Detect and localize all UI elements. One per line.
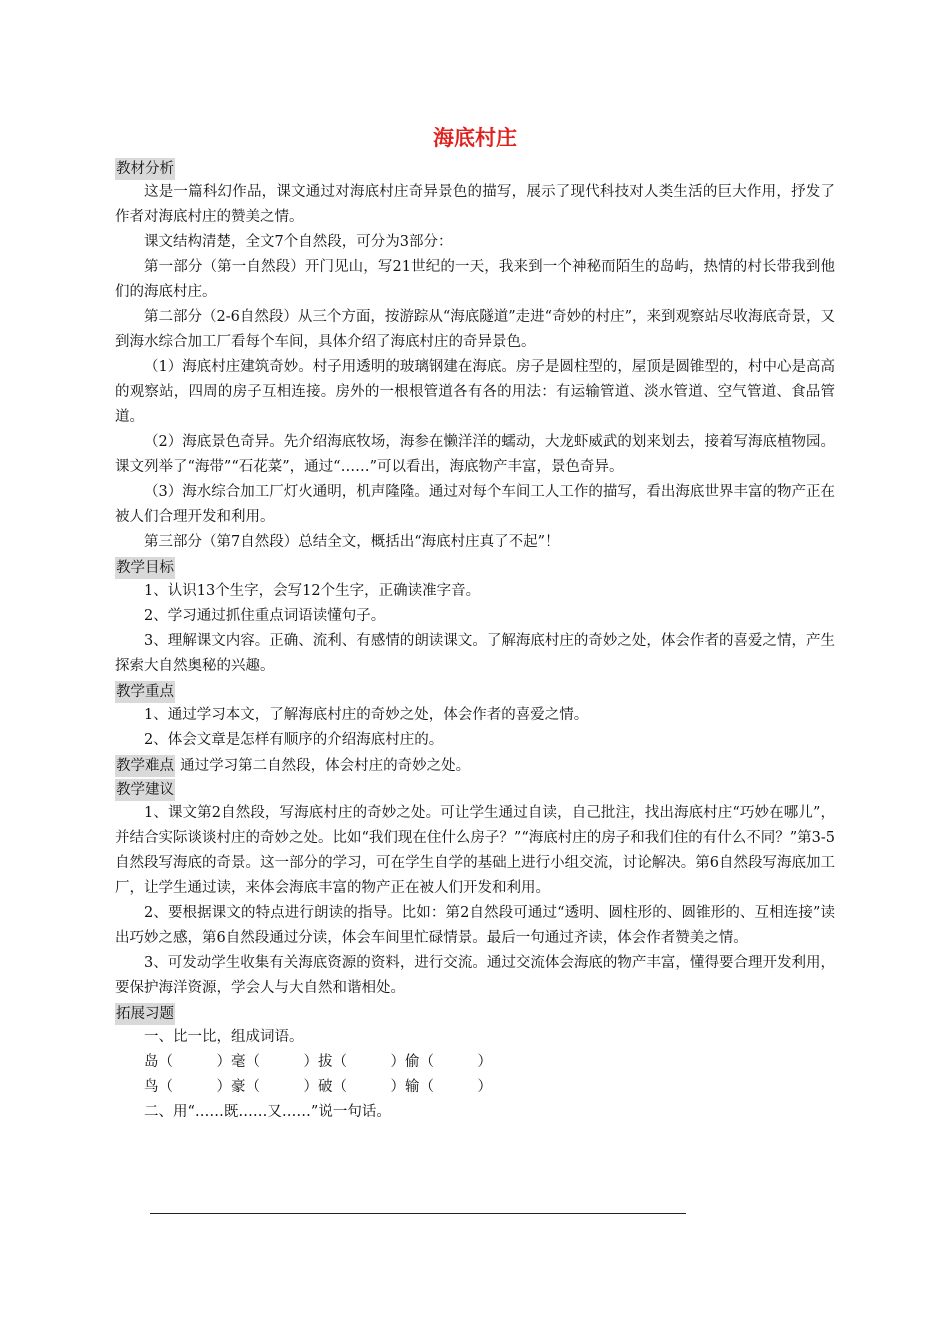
paragraph: 第二部分（2-6自然段）从三个方面，按游踪从“海底隧道”走进“奇妙的村庄”，来到观察站尽收海底奇景，又到海水综合加工厂看每个车间，具体介绍了海底村庄的奇异景色。 [115,309,835,350]
paragraph: 3、可发动学生收集有关海底资源的资料，进行交流。通过交流体会海底的物产丰富，懂得要合理开发利用，要保护海洋资源，学会人与大自然和谐相处。 [115,955,835,996]
document-page [115,120,835,1125]
exercise-row: 岛（ ）毫（ ）拔（ ）偷（ ） [144,1054,492,1070]
paragraph: （3）海水综合加工厂灯火通明，机声隆隆。通过对每个车间工人工作的描写，看出海底世界丰富的物产正在被人们合理开发和利用。 [115,484,835,525]
paragraph: 2、要根据课文的特点进行朗读的指导。比如：第2自然段可通过“透明、圆柱形的、圆锥形的、互相连接”读出巧妙之感，第6自然段通过分读，体会车间里忙碌情景。最后一句通过齐读，体会作者赞美之情。 [115,905,835,946]
section-heading-exercises: 拓展习题 [115,1003,175,1025]
exercise-row: 鸟（ ）豪（ ）破（ ）输（ ） [144,1079,492,1095]
page-title: 海底村庄 [433,125,517,150]
section-heading-key-points: 教学重点 [115,681,175,703]
paragraph: 3、理解课文内容。正确、流利、有感情的朗读课文。了解海底村庄的奇妙之处，体会作者的喜爱之情，产生探索大自然奥秘的兴趣。 [115,633,835,674]
paragraph: 1、通过学习本文，了解海底村庄的奇妙之处，体会作者的喜爱之情。 [144,707,589,723]
paragraph: 这是一篇科幻作品，课文通过对海底村庄奇异景色的描写，展示了现代科技对人类生活的巨大作用，抒发了作者对海底村庄的赞美之情。 [115,184,835,225]
paragraph: （2）海底景色奇异。先介绍海底牧场，海参在懒洋洋的蠕动，大龙虾威武的划来划去，接着写海底植物园。课文列举了“海带”“石花菜”，通过“……”可以看出，海底物产丰富，景色奇异。 [115,434,835,475]
exercise-question: 一、比一比，组成词语。 [144,1029,304,1045]
difficulty-line [115,753,835,777]
paragraph: 1、课文第2自然段，写海底村庄的奇妙之处。可让学生通过自读，自己批注，找出海底村庄“巧妙在哪儿”，并结合实际谈谈村庄的奇妙之处。比如“我们现在住什么房子？”“海底村庄的房子和我们住的有什么不同？”第3-5自然段写海底的奇景。这一部分的学习，可在学生自学的基础上进行小组交流，讨论解决。第6自然段写海底加工厂，让学生通过读，来体会海底丰富的物产正在被人们开发和利用。 [115,805,835,896]
paragraph: 课文结构清楚，全文7个自然段，可分为3部分： [144,234,453,250]
paragraph: 第一部分（第一自然段）开门见山，写21世纪的一天，我来到一个神秘而陌生的岛屿，热情的村长带我到他们的海底村庄。 [115,259,835,300]
difficulty-text: 通过学习第二自然段，体会村庄的奇妙之处。 [180,758,471,774]
paragraph: 2、学习通过抓住重点词语读懂句子。 [144,608,386,624]
paragraph: （1）海底村庄建筑奇妙。村子用透明的玻璃钢建在海底。房子是圆柱型的，屋顶是圆锥型的，村中心是高高的观察站，四周的房子互相连接。房外的一根根管道各有各的用法：有运输管道、淡水管道、空气管道、食品管道。 [115,359,835,425]
paragraph: 第三部分（第7自然段）总结全文，概括出“海底村庄真了不起”！ [144,534,560,550]
section-heading-analysis: 教材分析 [115,158,175,180]
section-heading-difficulty: 教学难点 [115,755,175,777]
section-heading-goals: 教学目标 [115,557,175,579]
paragraph: 2、体会文章是怎样有顺序的介绍海底村庄的。 [144,732,444,748]
exercise-question: 二、用“……既……又……”说一句话。 [144,1104,391,1120]
section-heading-suggestions: 教学建议 [115,779,175,801]
paragraph: 1、认识13个生字，会写12个生字，正确读准字音。 [144,583,481,599]
answer-line [150,1213,686,1214]
